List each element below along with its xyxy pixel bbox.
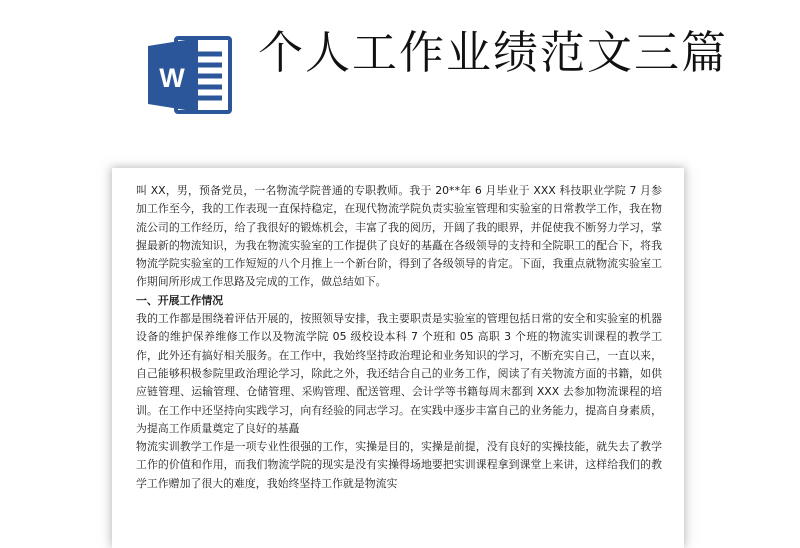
paragraph-work: 我的工作都是围绕着评估开展的，按照领导安排，我主要职责是实验室的管理包括日常的安全和实验室的机器设备的维护保养维修工作以及物流学院 05 级校设本科 7 个班和 05 高职 3 个班的物流实训课程的教学工作，此外还有搞好相关服务。在工作中，我始终坚持政治理论和业务知识的学习，不断充实自己，一直以来，自己能够积极参院里政治理论学习，除此之外，我还结合自己的业务工作，阅读了有关物流方面的书籍，如供应链管理、运输管理、仓储管理、采购管理、配送管理、会计学等书籍每周末都到 XXX 去参加物流课程的培训。在工作中还坚持向实践学习，向有经验的同志学习。在实践中逐步丰富自己的业务能力，提高自身素质，为提高工作质量奠定了良好的基矗 xyxy=(136,312,662,435)
word-document-icon xyxy=(146,36,232,114)
document-title: 个人工作业绩范文三篇 xyxy=(258,26,729,79)
document-body xyxy=(136,182,662,493)
header-band xyxy=(0,0,800,160)
word-icon-letter: W xyxy=(159,63,185,93)
document-page xyxy=(112,168,684,548)
paragraph-training: 物流实训教学工作是一项专业性很强的工作，实操是目的，实操是前提，没有良好的实操技能，就失去了教学工作的价值和作用，而我们物流学院的现实是没有实操得场地要把实训课程拿到课堂上来讲，这样给我们的教学工作赠加了很大的难度，我始终坚持工作就是物流实 xyxy=(136,440,662,490)
paragraph-intro: 叫 XX，男，预备党员，一名物流学院普通的专职教师。我于 20**年 6 月毕业于 XXX 科技职业学院 7 月参加工作至今，我的工作表现一直保持稳定，在现代物流学院负责实验室管理和实验室的日常教学工作，我在物流公司的工作经历，给了我很好的锻炼机会，丰富了我的阅历，开阔了我的眼界，并促使我不断努力学习，掌握最新的物流知识，为我在物流实验室的工作提供了良好的基矗在各级领导的支持和全院职工的配合下，将我物流学院实验室的工作短短的八个月推上一个新台阶，得到了各级领导的肯定。下面，我重点就物流实验室工作期间所形成工作思路及完成的工作，做总结如下。 xyxy=(136,184,662,289)
section-heading: 一、开展工作情况 xyxy=(136,293,224,307)
